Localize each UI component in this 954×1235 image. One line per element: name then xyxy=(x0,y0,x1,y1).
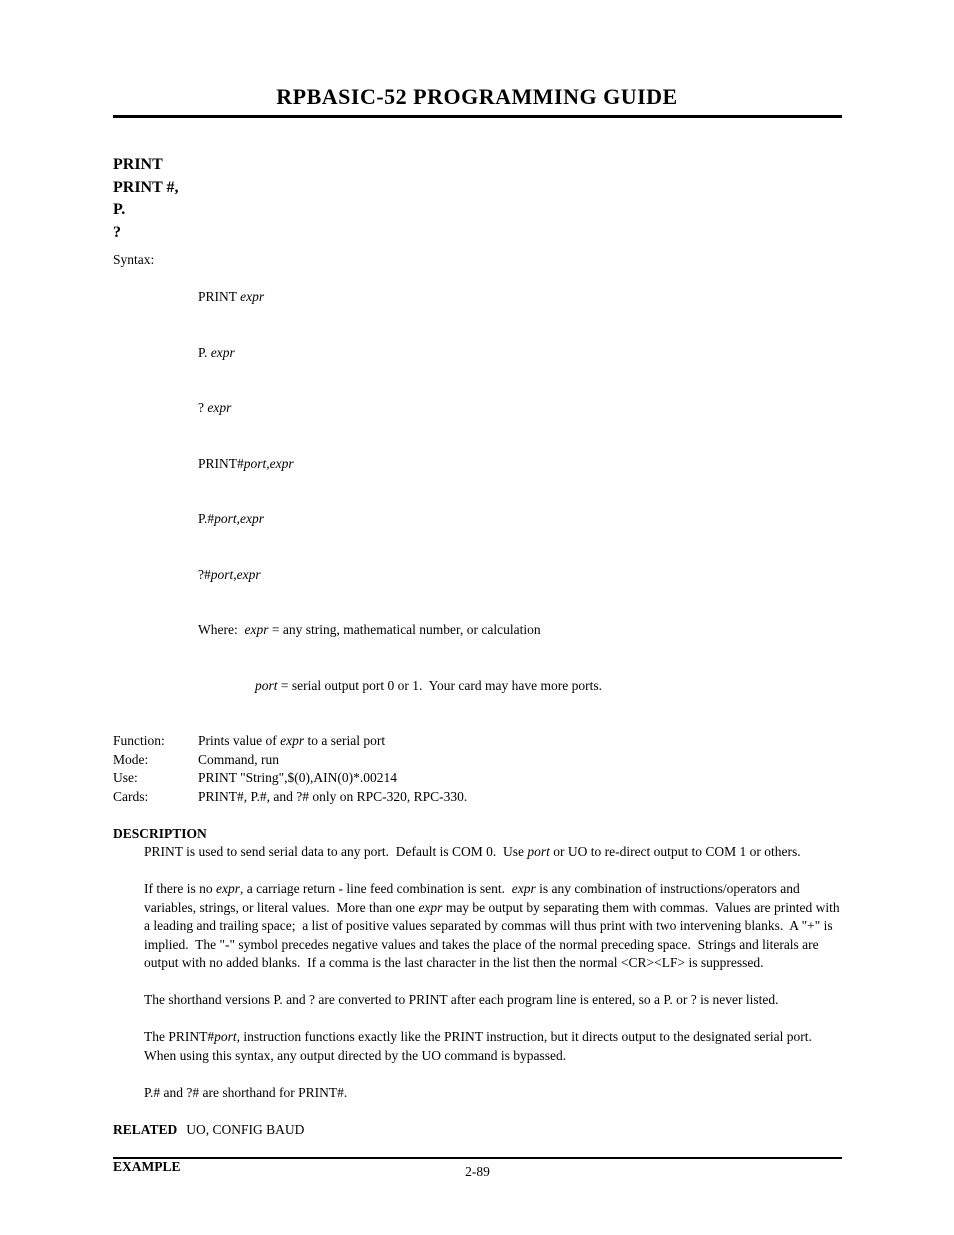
mode-label: Mode: xyxy=(113,751,149,767)
syntax-value xyxy=(198,251,842,732)
document-header xyxy=(0,0,954,118)
header-rule xyxy=(113,115,842,118)
command-name-p: P. xyxy=(113,201,126,218)
function-value: Prints value of expr to a serial port xyxy=(198,733,386,748)
description-paragraph-4: The PRINT#port, instruction functions exactly like the PRINT instruction, but it directs output to the designated serial port. When using this syntax, any output directed by the UO command is bypassed. xyxy=(144,1029,819,1063)
footer-rule xyxy=(113,1157,842,1159)
description-paragraph-2: If there is no expr, a carriage return - line feed combination is sent. expr is any combination of instructions/operators and variables, strings, or literal values. More than one expr may be output by separating them with commas. Values are printed with a leading and trailing space; a list of positive values separated by commas will thus print with two intervening blanks. A "+" is implied. The "-" symbol precedes negative values and takes the place of the normal preceding space. Strings and literals are output with no added blanks. If a comma is the last character in the list then the normal <CR><LF> is suppressed. xyxy=(144,881,843,970)
syntax-line: P. expr xyxy=(198,344,235,360)
related-items: UO, CONFIG BAUD xyxy=(186,1121,305,1137)
use-value: PRINT "String",$(0),AIN(0)*.00214 xyxy=(198,770,398,785)
syntax-line: PRINT expr xyxy=(198,289,265,304)
description-paragraph-1: PRINT is used to send serial data to any port. Default is COM 0. Use port or UO to re-direct output to COM 1 or others. xyxy=(144,844,801,859)
spec-row-cards xyxy=(113,788,842,807)
mode-value: Command, run xyxy=(198,751,279,767)
command-name-print-hash: PRINT #, xyxy=(113,178,179,196)
syntax-line: P.#port,expr xyxy=(198,511,265,526)
spec-table xyxy=(113,251,842,806)
cards-value: PRINT#, P.#, and ?# only on RPC-320, RPC-330. xyxy=(198,788,468,804)
spec-row-mode xyxy=(113,751,842,770)
syntax-line: ? expr xyxy=(198,400,232,415)
command-name-question: ? xyxy=(113,223,121,241)
syntax-where-expr-line: Where: expr = any string, mathematical number, or calculation xyxy=(198,622,541,637)
spec-row-syntax xyxy=(113,251,842,732)
function-label: Function: xyxy=(113,733,165,748)
description-heading: DESCRIPTION xyxy=(113,825,207,841)
spec-row-use xyxy=(113,769,842,788)
related-heading: RELATED xyxy=(113,1121,178,1137)
document-body xyxy=(113,154,842,1176)
command-name-print: PRINT xyxy=(113,156,163,173)
syntax-line: ?#port,expr xyxy=(198,566,261,582)
use-label: Use: xyxy=(113,770,138,785)
page-title: RPBASIC-52 PROGRAMMING GUIDE xyxy=(276,84,678,109)
syntax-line: PRINT#port,expr xyxy=(198,455,294,471)
document-footer xyxy=(113,1157,842,1182)
syntax-where-port-line: port = serial output port 0 or 1. Your card may have more ports. xyxy=(255,677,602,693)
related-section xyxy=(113,1121,842,1140)
spec-row-function xyxy=(113,732,842,751)
description-paragraph-5: P.# and ?# are shorthand for PRINT#. xyxy=(144,1084,348,1100)
command-names xyxy=(113,154,842,244)
example-heading: EXAMPLE xyxy=(113,1158,181,1174)
syntax-label: Syntax: xyxy=(113,252,155,267)
description-paragraph-3: The shorthand versions P. and ? are converted to PRINT after each program line is entered, so a P. or ? is never listed. xyxy=(144,992,779,1007)
cards-label: Cards: xyxy=(113,788,149,804)
page-number: 2-89 xyxy=(465,1164,490,1179)
